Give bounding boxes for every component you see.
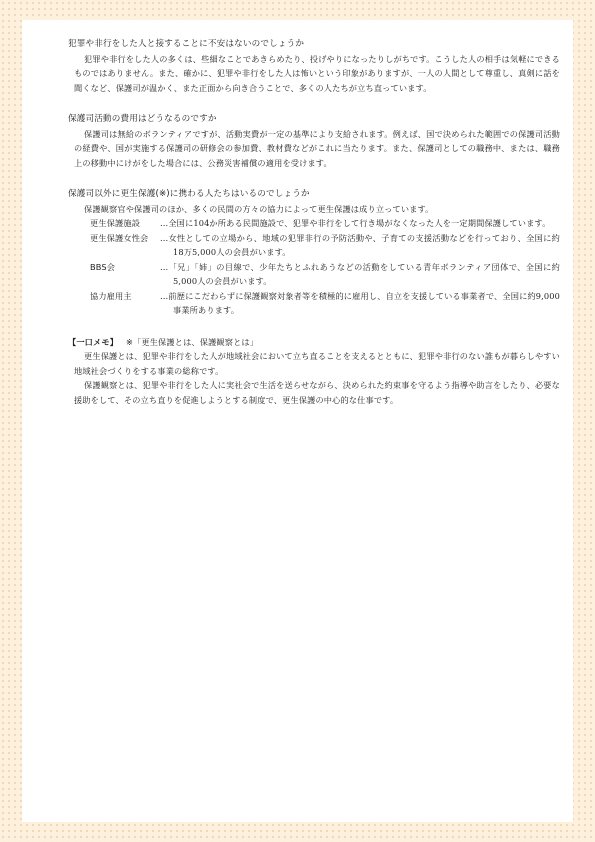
page-content [68,37,560,407]
memo-title: 【一口メモ】 [68,336,119,347]
organization-name: 協力雇用主 [90,290,132,301]
section-question: 保護司活動の費用はどうなるのですか [68,114,217,124]
memo-heading [68,335,560,350]
list-item [90,260,560,289]
organization-description: …前歴にこだわらずに保護観察対象者等を積極的に雇用し、自立を支援している事業者で、全国に約9,000事業所あります。 [160,290,560,315]
memo-paragraph: 更生保護とは、犯罪や非行をした人が地域社会において立ち直ることを支えるとともに、犯罪や非行のない誰もが暮らしやすい地域社会づくりをする事業の総称です。 [74,351,560,376]
organization-description: …女性としての立場から、地域の犯罪非行の予防活動や、子育ての支援活動などを行っており、全国に約18万5,000人の会員がいます。 [160,232,560,257]
list-item [90,231,560,260]
organization-list [90,216,560,318]
organization-name: 更生保護施設 [90,218,141,228]
memo-paragraph: 保護観察とは、犯罪や非行をした人に実社会で生活を送らせながら、決められた約束事を守るよう指導や助言をしたり、必要な援助をして、その立ち直りを促進しようとする制度で、更生保護の中心的な仕事です。 [74,380,560,405]
organization-description: …全国に104か所ある民間施設で、犯罪や非行をして行き場がなくなった人を一定期間保護しています。 [160,218,551,228]
section-answer: 保護司は無給のボランティアですが、活動実費が一定の基準により支給されます。例えば、国で決められた範囲での保護司活動の経費や、国が実施する保護司の研修会の参加費、教材費などがこれに当たります。また、保護司としての職務中、または、職務上の移動中にけがをした場合には、公務災害補償の適用を受けます。 [74,128,560,168]
organization-name: 更生保護女性会 [90,232,149,243]
section-answer: 犯罪や非行をした人の多くは、些細なことであきらめたり、投げやりになったりしがちです。こうした人の相手は気軽にできるものではありません。また、確かに、犯罪や非行をした人は怖いという印象がありますが、一人の人間として尊重し、真剣に話を聞くなど、保護司が温かく、また正面から向き合うことで、多くの人たちが立ち直っています。 [74,53,560,93]
list-item [90,216,560,231]
list-item [90,289,560,318]
section-question: 犯罪や非行をした人と接することに不安はないのでしょうか [68,39,305,49]
memo-reference: ※「更生保護とは、保護観察とは」 [126,336,259,347]
organization-description: …「兄」「姉」の目線で、少年たちとふれあうなどの活動をしている青年ボランティア団体で、全国に約5,000人の会員がいます。 [160,261,560,286]
section-question: 保護司以外に更生保護(※)に携わる人たちはいるのでしょうか [68,189,310,199]
section-answer: 保護観察官や保護司のほか、多くの民間の方々の協力によって更生保護は成り立っています。 [84,203,434,214]
organization-name: BBS会 [90,261,116,272]
